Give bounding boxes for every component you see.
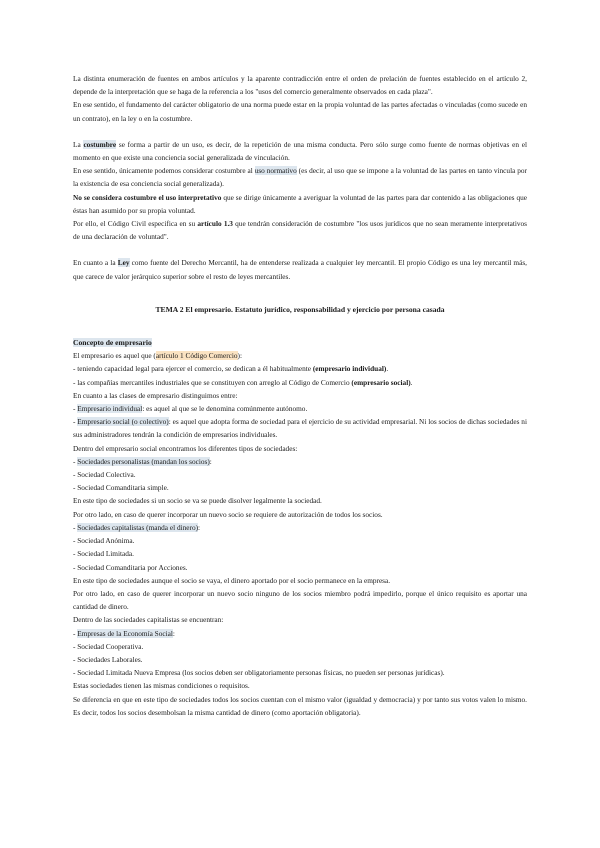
paragraph: Por otro lado, en caso de querer incorporar un nuevo socio se requiere de autorización de todos los socios. — [73, 509, 383, 519]
highlighted-term: Empresario social (o colectivo) — [77, 417, 169, 427]
paragraph: La distinta enumeración de fuentes en ambos artículos y la aparente contradicción entre el orden de prelación de fuentes establecido en el artículo 2, depende de la interpretación que se haga de la referencia a los "usos del comercio generalmente observados en cada plaza". — [73, 74, 527, 97]
document-body — [73, 72, 527, 719]
list-item: - Sociedad Comanditaria por Acciones. — [73, 562, 188, 572]
paragraph: En cuanto a la Ley como fuente del Derecho Mercantil, ha de entenderse realizada a cualquier ley mercantil. El propio Código es una ley mercantil más, que carece de valor jerárquico superior sobre el resto de leyes mercantiles. — [73, 258, 527, 281]
paragraph: El empresario es aquel que (artículo 1 Código Comercio): — [73, 351, 243, 361]
subsection-heading: Concepto de empresario — [73, 338, 152, 348]
paragraph: La costumbre se forma a partir de un uso, es decir, de la repetición de una misma conducta. Pero sólo surge como fuente de normas objetivas en el momento en que existe una conciencia social generalizada de vinculación. — [73, 139, 527, 163]
list-item: - Sociedad Comanditaria simple. — [73, 483, 169, 493]
list-item: - Sociedad Cooperativa. — [73, 641, 144, 651]
paragraph: En cuanto a las clases de empresario distinguimos entre: — [73, 390, 238, 400]
list-item: - Sociedades Laborales. — [73, 654, 143, 664]
highlighted-term: uso normativo — [254, 166, 297, 176]
list-item: - Sociedad Colectiva. — [73, 470, 136, 480]
highlighted-term: costumbre — [83, 139, 117, 149]
paragraph: Estas sociedades tienen las mismas condiciones o requisitos. — [73, 681, 250, 691]
highlighted-term: Sociedades capitalistas (manda el dinero) — [77, 522, 199, 532]
paragraph: Dentro del empresario social encontramos los diferentes tipos de sociedades: — [73, 443, 298, 453]
paragraph: Se diferencia en que en este tipo de sociedades todos los socios cuentan con el mismo valor (igualdad y democracia) y por tanto sus votos valen lo mismo. Es decir, todos los socios desembolsan la misma cantidad de dinero (como aportación obligatoria). — [73, 694, 527, 717]
highlighted-term: Ley — [117, 258, 130, 268]
paragraph: En ese sentido, únicamente podemos considerar costumbre al uso normativo (es decir, al uso que se impone a la voluntad de las partes en tanto vincula por la existencia de esa conciencia social generalizada). — [73, 166, 527, 189]
list-item: - Sociedades personalistas (mandan los socios): — [73, 456, 212, 466]
highlighted-term: Empresas de la Economía Social — [77, 628, 173, 638]
list-item: - Sociedad Limitada Nueva Empresa (los socios deben ser obligatoriamente personas físicas, no pueden ser personas jurídicas). — [73, 668, 445, 678]
highlighted-term: Empresario individual — [77, 404, 143, 414]
paragraph: No se considera costumbre el uso interpretativo que se dirige únicamente a averiguar la voluntad de las partes para dar contenido a las obligaciones que éstas han asumido por su propia voluntad. — [73, 192, 528, 215]
highlighted-term: Sociedades personalistas (mandan los socios) — [77, 456, 210, 466]
list-item: - Empresario social (o colectivo): es aquel que adopta forma de sociedad para el ejercicio de su actividad empresarial. Ni los socios de dichas sociedades ni sus administradores tendrán la condición de empresarios individuales. — [73, 417, 527, 440]
list-item: - las compañías mercantiles industriales que se constituyen con arreglo al Código de Comercio (empresario social). — [73, 377, 413, 387]
section-heading: TEMA 2 El empresario. Estatuto jurídico, responsabilidad y ejercicio por persona casada — [155, 304, 445, 314]
list-item: - Sociedad Limitada. — [73, 549, 134, 559]
paragraph: En este tipo de sociedades si un socio se va se puede disolver legalmente la sociedad. — [73, 496, 322, 506]
list-item: - Empresario individual: es aquel al que se le denomina comúnmente autónomo. — [73, 404, 308, 414]
paragraph: Por otro lado, en caso de querer incorporar un nuevo socio ninguno de los socios miembro podrá impedirlo, porque el único requisito es aportar una cantidad de dinero. — [73, 588, 527, 612]
paragraph: En este tipo de sociedades aunque el socio se vaya, el dinero aportado por el socio permanece en la empresa. — [73, 575, 391, 585]
list-item: - Empresas de la Economía Social: — [73, 628, 175, 638]
paragraph: Dentro de las sociedades capitalistas se encuentran: — [73, 615, 224, 625]
list-item: - teniendo capacidad legal para ejercer el comercio, se dedican a él habitualmente (empresario individual). — [73, 364, 389, 374]
list-item: - Sociedades capitalistas (manda el dinero): — [73, 522, 201, 532]
paragraph: Por ello, el Código Civil especifica en su artículo 1.3 que tendrán consideración de costumbre "los usos jurídicos que no sean meramente interpretativos de una declaración de voluntad". — [73, 219, 528, 242]
highlighted-term: artículo 1 Código Comercio — [155, 351, 238, 361]
list-item: - Sociedad Anónima. — [73, 536, 135, 546]
paragraph: En ese sentido, el fundamento del carácter obligatorio de una norma puede estar en la propia voluntad de las partes afectadas o vinculadas (como sucede en un contrato), en la ley o en la costumbre. — [73, 100, 527, 123]
